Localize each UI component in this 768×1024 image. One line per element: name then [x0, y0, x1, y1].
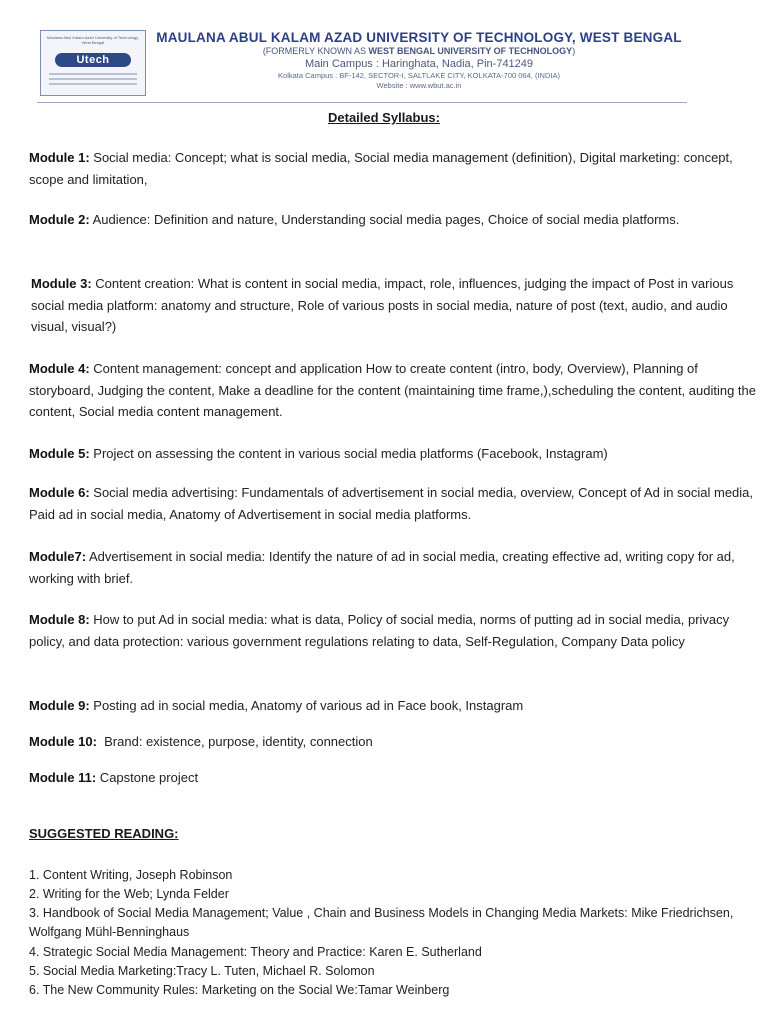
reading-item: 1. Content Writing, Joseph Robinson: [29, 868, 233, 882]
module-label: Module 5:: [29, 446, 90, 461]
module-label: Module7:: [29, 549, 87, 564]
module-11: [29, 767, 759, 789]
former-university-name: WEST BENGAL UNIVERSITY OF TECHNOLOGY: [368, 46, 573, 56]
module-text: Content creation: What is content in social media, impact, role, influences, judging the impact of Post in various social media platform: anatomy and structure, Role of various posts in social media, nature of post (text, audio, and audio visual, visual?): [31, 276, 734, 334]
letterhead: [37, 26, 687, 102]
module-text: How to put Ad in social media: what is data, Policy of social media, norms of putting ad in social media, privacy policy, and data protection: various government regulations relating to data, Self-Regulation, Company Data policy: [29, 612, 730, 649]
suggested-reading-title: SUGGESTED READING:: [29, 826, 179, 841]
university-logo: [40, 30, 146, 96]
module-7: [29, 546, 759, 589]
header-divider: [37, 102, 687, 103]
module-text: Advertisement in social media: Identify the nature of ad in social media, creating effective ad, writing copy for ad, working with brief.: [29, 549, 735, 586]
reading-item: 4. Strategic Social Media Management: Theory and Practice: Karen E. Sutherland: [29, 945, 482, 959]
former-suffix: ): [572, 46, 576, 56]
former-prefix: (FORMERLY KNOWN AS: [262, 46, 369, 56]
module-9: [29, 695, 759, 717]
module-4: [29, 358, 759, 423]
module-text: Brand: existence, purpose, identity, connection: [96, 734, 373, 749]
reading-item: 5. Social Media Marketing:Tracy L. Tuten, Michael R. Solomon: [29, 964, 375, 978]
module-3: [31, 273, 761, 338]
module-10: [29, 731, 759, 753]
website: Website : www.wbut.ac.in: [376, 81, 462, 90]
university-name: MAULANA ABUL KALAM AZAD UNIVERSITY OF TECHNOLOGY, WEST BENGAL: [156, 30, 682, 45]
kolkata-campus: Kolkata Campus : BF-142, SECTOR-I, SALTLAKE CITY, KOLKATA-700 064, (INDIA): [278, 71, 560, 80]
module-label: Module 10:: [29, 734, 97, 749]
reading-item: 3. Handbook of Social Media Management; Value , Chain and Business Models in Changing Media Markets: Mike Friedrichsen, Wolfgang Mühl-Benninghaus: [29, 906, 734, 939]
module-6: [29, 482, 759, 525]
module-label: Module 2:: [29, 212, 90, 227]
module-label: Module 8:: [29, 612, 90, 627]
module-text: Project on assessing the content in various social media platforms (Facebook, Instagram): [89, 446, 608, 461]
module-text: Capstone project: [96, 770, 199, 785]
module-label: Module 1:: [29, 150, 90, 165]
module-label: Module 6:: [29, 485, 90, 500]
logo-band: Utech: [55, 53, 131, 67]
module-text: Audience: Definition and nature, Understanding social media pages, Choice of social media platforms.: [89, 212, 680, 227]
module-1: [29, 147, 759, 190]
page-title: Detailed Syllabus:: [328, 110, 440, 125]
module-text: Posting ad in social media, Anatomy of various ad in Face book, Instagram: [89, 698, 524, 713]
module-text: Social media advertising: Fundamentals of advertisement in social media, overview, Concept of Ad in social media, Paid ad in social media, Anatomy of Advertisement in social media platforms.: [29, 485, 754, 522]
module-5: [29, 443, 759, 465]
module-label: Module 9:: [29, 698, 90, 713]
module-2: [29, 209, 759, 231]
former-name: [149, 46, 689, 57]
logo-caption: Maulana Abul Kalam Azad University of Technology, West Bengal: [47, 35, 139, 45]
module-8: [29, 609, 759, 652]
reading-item: 2. Writing for the Web; Lynda Felder: [29, 887, 229, 901]
reading-item: 6. The New Community Rules: Marketing on the Social We:Tamar Weinberg: [29, 983, 450, 997]
module-text: Social media: Concept; what is social media, Social media management (definition), Digital marketing: concept, scope and limitation,: [29, 150, 733, 187]
module-label: Module 11:: [29, 770, 97, 785]
module-text: Content management: concept and application How to create content (intro, body, Overview), Planning of storyboard, Judging the content, Make a deadline for the content (maintaining time frame,),scheduling the content, auditing the content, Social media content management.: [29, 361, 756, 419]
module-label: Module 3:: [31, 276, 92, 291]
module-label: Module 4:: [29, 361, 90, 376]
logo-decoration: [49, 73, 137, 89]
main-campus: Main Campus : Haringhata, Nadia, Pin-741249: [304, 58, 534, 70]
